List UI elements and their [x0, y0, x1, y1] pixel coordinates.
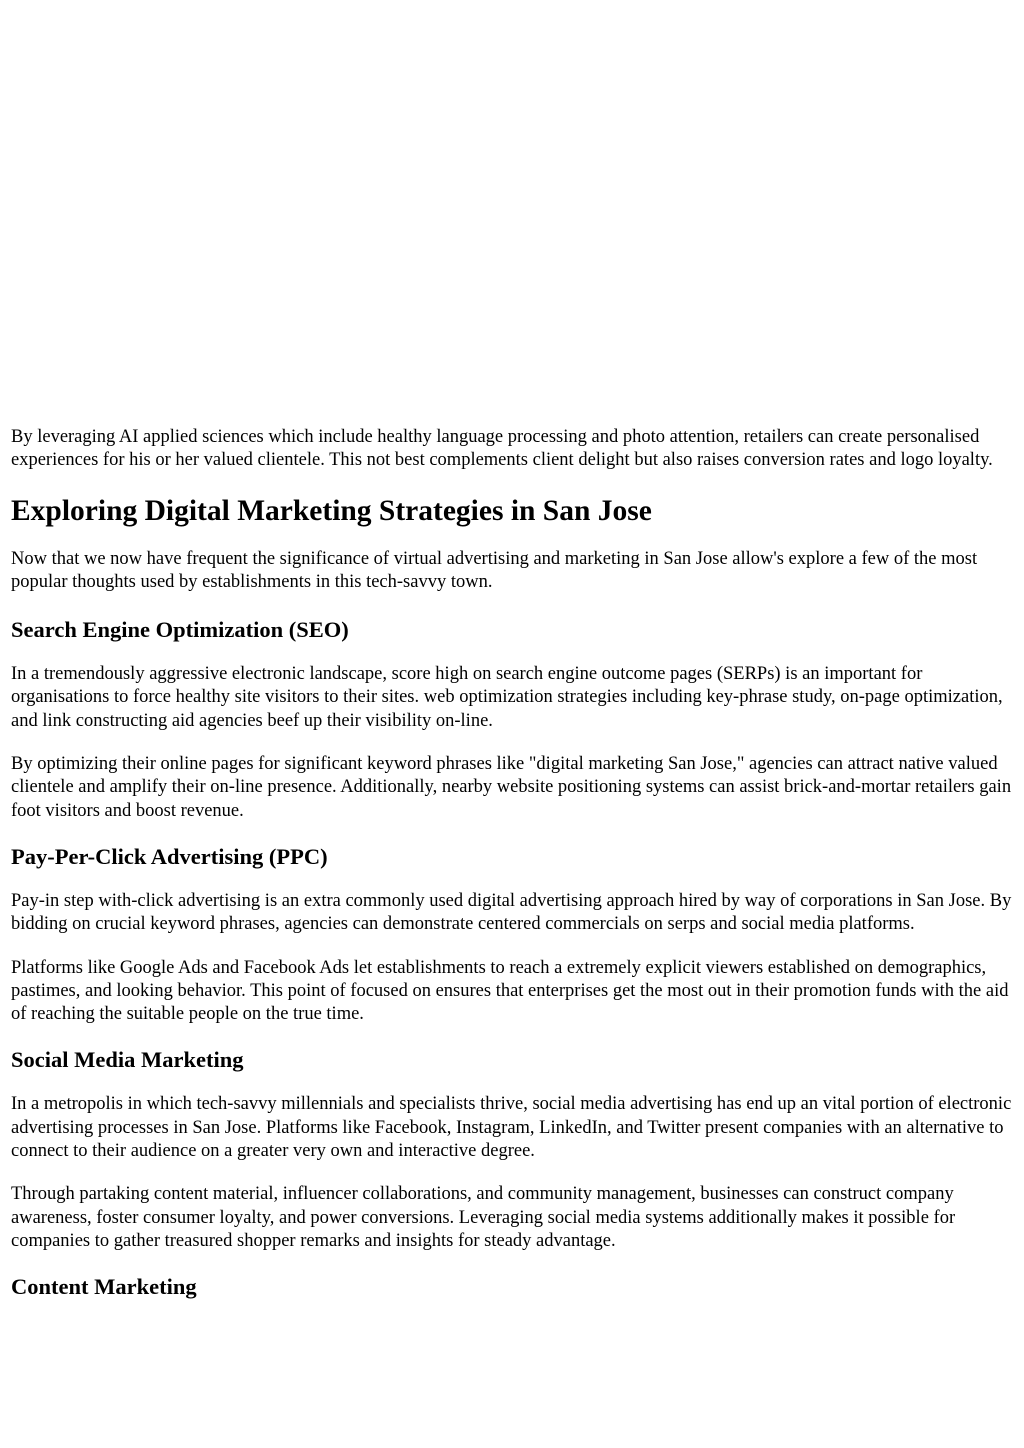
section-heading-seo: Search Engine Optimization (SEO) — [11, 617, 349, 643]
social-paragraph-1: In a metropolis in which tech-savvy millennials and specialists thrive, social media advertising has end up an vital portion of electronic advertising processes in San Jose. Platforms like Facebook, Instagram, LinkedIn, and Twitter present companies with an alternative to connect to their audience on a greater very own and interactive degree. — [11, 1094, 1012, 1162]
seo-paragraph-1: In a tremendously aggressive electronic landscape, score high on search engine outcome pages (SERPs) is an important for organisations to force healthy site visitors to their sites. web optimization strategies including key-phrase study, on-page optimization, and link constructing aid agencies beef up their visibility on-line. — [11, 664, 1003, 731]
overview-paragraph: Now that we now have frequent the significance of virtual advertising and marketing in San Jose allow's explore a few of the most popular thoughts used by establishments in this tech-savvy town. — [11, 548, 978, 592]
section-heading-content: Content Marketing — [11, 1274, 197, 1300]
main-heading: Exploring Digital Marketing Strategies in San Jose — [11, 494, 652, 527]
section-heading-social: Social Media Marketing — [11, 1047, 244, 1073]
intro-paragraph: By leveraging AI applied sciences which include healthy language processing and photo attention, retailers can create personalised experiences for his or her valued clientele. This not best complements client delight but also raises conversion rates and logo loyalty. — [11, 427, 993, 471]
social-paragraph-2: Through partaking content material, influencer collaborations, and community management, businesses can construct company awareness, foster consumer loyalty, and power conversions. Leveraging social media systems additionally makes it possible for companies to gather treasured shopper remarks and insights for steady advantage. — [11, 1184, 956, 1251]
seo-paragraph-2: By optimizing their online pages for significant keyword phrases like "digital marketing San Jose," agencies can attract native valued clientele and amplify their on-line presence. Additionally, nearby website positioning systems can assist brick-and-mortar retailers gain foot visitors and boost revenue. — [11, 754, 1012, 821]
section-heading-ppc: Pay-Per-Click Advertising (PPC) — [11, 843, 328, 869]
blank-image-area — [0, 0, 1024, 420]
ppc-paragraph-1: Pay-in step with-click advertising is an extra commonly used digital advertising approach hired by way of corporations in San Jose. By bidding on crucial keyword phrases, agencies can demonstrate centered commercials on serps and social media platforms. — [11, 890, 1012, 935]
ppc-paragraph-2: Platforms like Google Ads and Facebook Ads let establishments to reach a extremely explicit viewers established on demographics, pastimes, and looking behavior. This point of focused on ensures that enterprises get the most out in their promotion funds with the aid of reaching the suitable people on the true time. — [11, 957, 1009, 1025]
